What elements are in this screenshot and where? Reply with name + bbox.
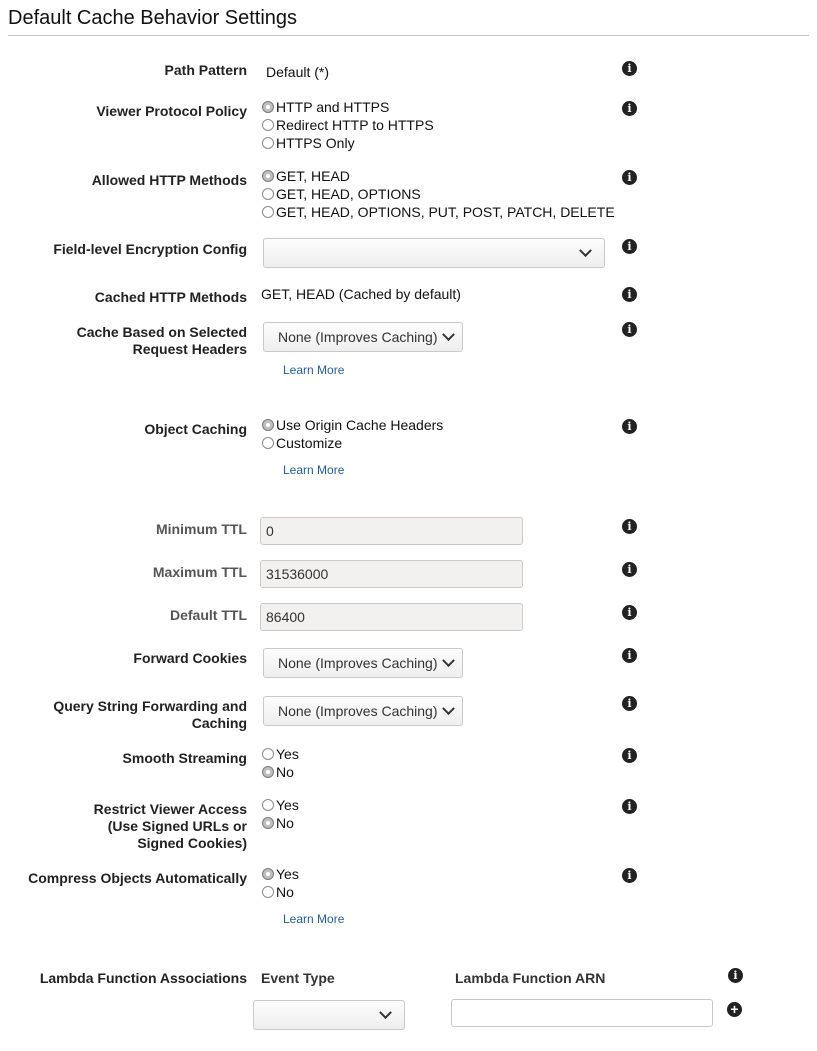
radio-button-selected[interactable] [262,419,274,431]
cache-headers-label: Cache Based on Selected Request Headers [76,324,247,357]
info-icon[interactable]: i [622,61,637,76]
path-pattern-label: Path Pattern [164,62,247,78]
compress-option-no[interactable]: No [262,883,299,901]
info-icon[interactable]: i [622,799,637,814]
radio-button-selected[interactable] [262,101,274,113]
forward-cookies-select[interactable]: None (Improves Caching) [263,648,463,678]
learn-more-link[interactable]: Learn More [283,912,345,926]
smooth-streaming-radio-group [262,745,299,781]
radio-button-selected[interactable] [262,170,274,182]
info-icon[interactable]: i [622,519,637,534]
info-icon[interactable]: i [622,868,637,883]
info-icon[interactable]: i [622,101,637,116]
chevron-down-icon [379,1006,392,1019]
smooth-streaming-label: Smooth Streaming [122,750,247,766]
restrict-viewer-radio-group [262,796,299,832]
lambda-arn-header: Lambda Function ARN [455,970,606,986]
chevron-down-icon [442,328,455,341]
plus-circle-icon[interactable]: + [727,1002,742,1017]
chevron-down-icon [442,702,455,715]
minimum-ttl-input[interactable]: 0 [260,517,523,545]
info-icon[interactable]: i [622,322,637,337]
chevron-down-icon [442,654,455,667]
restrict-viewer-option-no[interactable]: No [262,814,299,832]
query-string-label: Query String Forwarding and Caching [53,698,247,731]
radio-button[interactable] [262,188,274,200]
field-level-encryption-select[interactable] [263,238,605,268]
info-icon[interactable]: i [622,696,637,711]
smooth-streaming-option-yes[interactable]: Yes [262,745,299,763]
viewer-protocol-option-http-https[interactable]: HTTP and HTTPS [262,98,434,116]
restrict-viewer-option-yes[interactable]: Yes [262,796,299,814]
radio-button[interactable] [262,119,274,131]
default-ttl-label: Default TTL [170,607,247,623]
info-icon[interactable]: i [728,968,743,983]
radio-button[interactable] [262,206,274,218]
compress-objects-radio-group [262,865,299,901]
info-icon[interactable]: i [622,170,637,185]
allowed-methods-radio-group [262,167,615,221]
object-caching-radio-group [262,416,443,452]
viewer-protocol-policy-label: Viewer Protocol Policy [96,103,247,119]
lambda-associations-label: Lambda Function Associations [39,970,247,986]
minimum-ttl-label: Minimum TTL [156,521,247,537]
page-title: Default Cache Behavior Settings [8,7,298,29]
radio-button-selected[interactable] [262,766,274,778]
object-caching-label: Object Caching [144,421,247,437]
object-caching-option-customize[interactable]: Customize [262,434,443,452]
info-icon[interactable]: i [622,287,637,302]
info-icon[interactable]: i [622,419,637,434]
path-pattern-value: Default (*) [266,64,330,80]
radio-button[interactable] [262,799,274,811]
title-divider [8,35,809,36]
radio-button[interactable] [262,886,274,898]
restrict-viewer-access-label: Restrict Viewer Access (Use Signed URLs or Signed Cookies) [93,801,247,851]
allowed-methods-option-all[interactable]: GET, HEAD, OPTIONS, PUT, POST, PATCH, DELETE [262,203,615,221]
info-icon[interactable]: i [622,239,637,254]
radio-button[interactable] [262,437,274,449]
event-type-header: Event Type [261,970,335,986]
info-icon[interactable]: i [622,605,637,620]
compress-option-yes[interactable]: Yes [262,865,299,883]
viewer-protocol-option-redirect[interactable]: Redirect HTTP to HTTPS [262,116,434,134]
forward-cookies-label: Forward Cookies [133,650,247,666]
viewer-protocol-policy-radio-group [262,98,434,152]
cache-headers-select[interactable]: None (Improves Caching) [263,322,463,352]
maximum-ttl-input[interactable]: 31536000 [260,560,523,588]
learn-more-link[interactable]: Learn More [283,463,345,477]
allowed-methods-option-get-head[interactable]: GET, HEAD [262,167,615,185]
learn-more-link[interactable]: Learn More [283,363,345,377]
radio-button[interactable] [262,137,274,149]
chevron-down-icon [579,244,592,257]
cached-http-methods-label: Cached HTTP Methods [94,289,247,305]
radio-button-selected[interactable] [262,868,274,880]
info-icon[interactable]: i [622,648,637,663]
default-ttl-input[interactable]: 86400 [260,603,523,631]
viewer-protocol-option-https-only[interactable]: HTTPS Only [262,134,434,152]
info-icon[interactable]: i [622,562,637,577]
query-string-select[interactable]: None (Improves Caching) [263,696,463,726]
smooth-streaming-option-no[interactable]: No [262,763,299,781]
object-caching-option-origin[interactable]: Use Origin Cache Headers [262,416,443,434]
radio-button-selected[interactable] [262,817,274,829]
radio-button[interactable] [262,748,274,760]
info-icon[interactable]: i [622,748,637,763]
event-type-select[interactable] [253,1000,405,1030]
cached-http-methods-value: GET, HEAD (Cached by default) [261,286,461,302]
allowed-methods-option-get-head-options[interactable]: GET, HEAD, OPTIONS [262,185,615,203]
field-level-encryption-label: Field-level Encryption Config [53,241,247,257]
compress-objects-label: Compress Objects Automatically [28,870,247,886]
lambda-arn-input[interactable] [451,999,713,1027]
allowed-http-methods-label: Allowed HTTP Methods [91,172,247,188]
maximum-ttl-label: Maximum TTL [152,564,247,580]
